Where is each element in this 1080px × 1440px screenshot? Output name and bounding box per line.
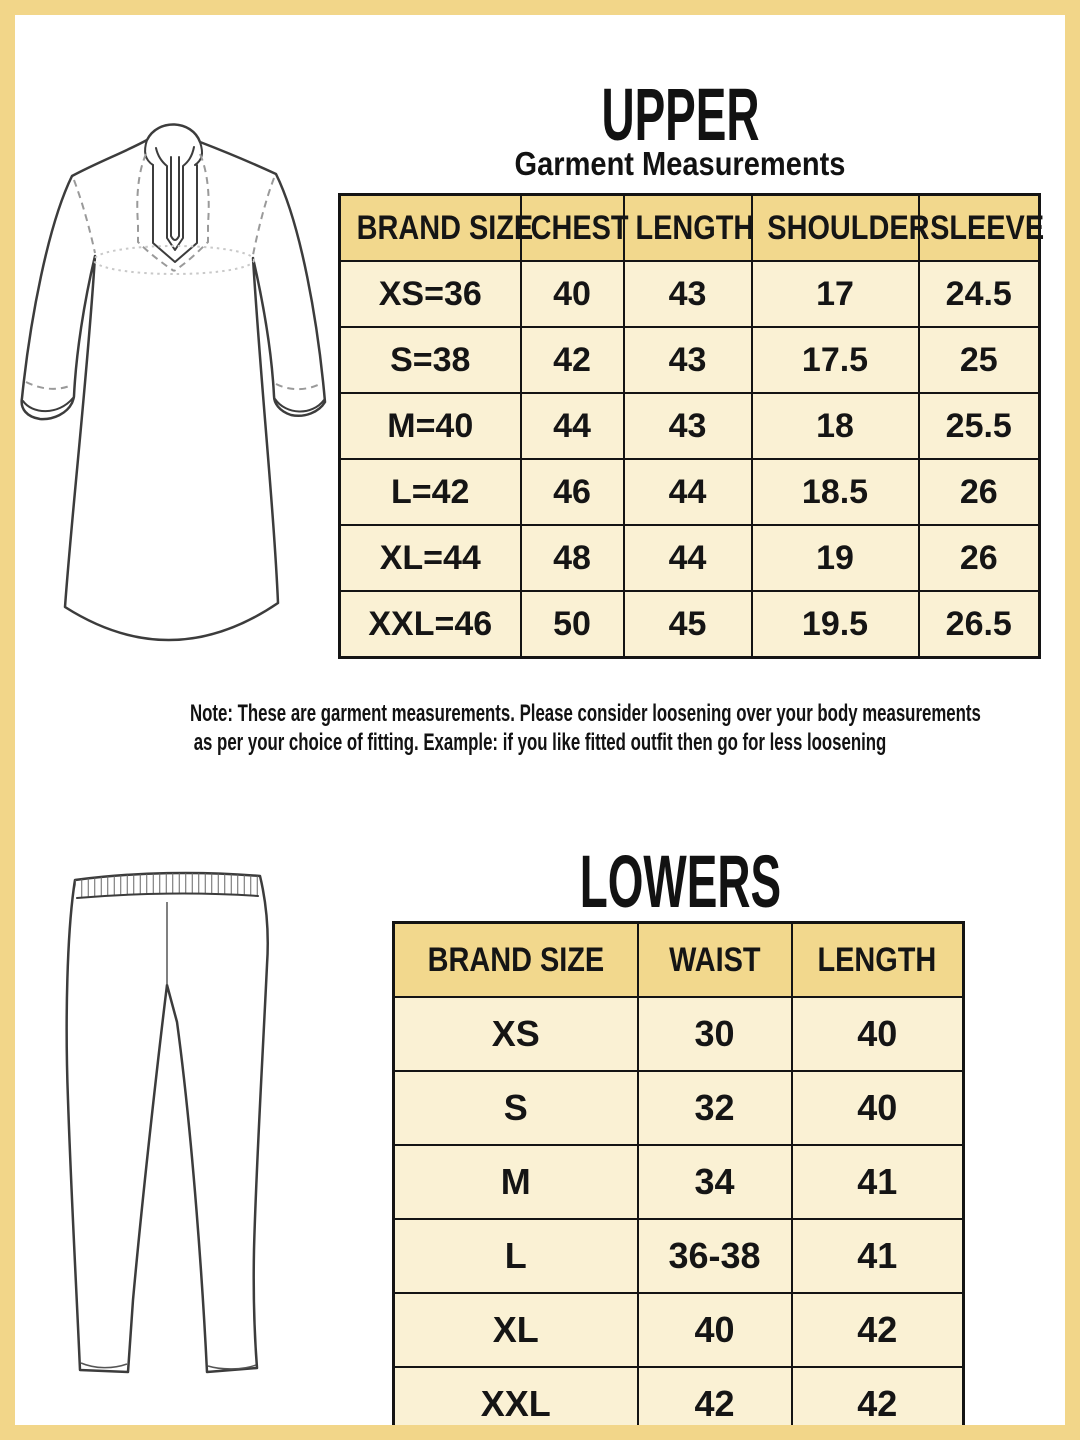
table-cell: 19: [752, 525, 919, 591]
table-cell: XS=36: [340, 261, 521, 327]
measurement-note: [40, 699, 1040, 757]
header-row: [394, 923, 964, 998]
table-cell: 43: [624, 261, 752, 327]
table-cell: 30: [638, 997, 792, 1071]
note-line-2: as per your choice of fitting. Example: if you like fitted outfit then go for less loosening: [193, 729, 887, 756]
table-cell: M=40: [340, 393, 521, 459]
table-cell: 26.5: [919, 591, 1040, 658]
header-cell: WAIST: [638, 923, 792, 998]
table-cell: 40: [638, 1293, 792, 1367]
lowers-title: LOWERS: [579, 840, 781, 923]
table-cell: 26: [919, 459, 1040, 525]
table-cell: 44: [624, 525, 752, 591]
table-cell: S=38: [340, 327, 521, 393]
table-cell: 25.5: [919, 393, 1040, 459]
table-row: [340, 459, 1040, 525]
table-cell: 48: [521, 525, 624, 591]
table-cell: 34: [638, 1145, 792, 1219]
table-cell: 40: [521, 261, 624, 327]
table-row: [340, 327, 1040, 393]
table-cell: 26: [919, 525, 1040, 591]
table-cell: L=42: [340, 459, 521, 525]
table-cell: 24.5: [919, 261, 1040, 327]
table-cell: 40: [792, 997, 964, 1071]
kurta-body: [22, 124, 325, 640]
table-cell: 17.5: [752, 327, 919, 393]
header-cell: SLEEVE: [919, 195, 1040, 262]
table-row: [394, 1367, 964, 1440]
header-cell: LENGTH: [624, 195, 752, 262]
table-cell: 36-38: [638, 1219, 792, 1293]
table-cell: 18: [752, 393, 919, 459]
table-cell: 42: [638, 1367, 792, 1440]
header-row: [340, 195, 1040, 262]
table-cell: 32: [638, 1071, 792, 1145]
table-cell: 43: [624, 393, 752, 459]
table-cell: L: [394, 1219, 638, 1293]
table-cell: 45: [624, 591, 752, 658]
header-cell: CHEST: [521, 195, 624, 262]
table-cell: XS: [394, 997, 638, 1071]
table-cell: 25: [919, 327, 1040, 393]
table-cell: 42: [792, 1293, 964, 1367]
table-cell: XL=44: [340, 525, 521, 591]
table-cell: 17: [752, 261, 919, 327]
table-cell: 44: [521, 393, 624, 459]
table-row: [394, 1219, 964, 1293]
table-cell: 18.5: [752, 459, 919, 525]
table-cell: 44: [624, 459, 752, 525]
table-cell: 41: [792, 1145, 964, 1219]
table-row: [394, 1293, 964, 1367]
table-row: [340, 591, 1040, 658]
table-cell: 41: [792, 1219, 964, 1293]
table-cell: 42: [792, 1367, 964, 1440]
table-row: [340, 525, 1040, 591]
table-cell: 42: [521, 327, 624, 393]
table-cell: 46: [521, 459, 624, 525]
upper-title: UPPER: [600, 73, 760, 156]
lowers-size-table: [392, 921, 965, 1440]
table-row: [340, 393, 1040, 459]
leggings-illustration: [55, 860, 315, 1390]
table-cell: XL: [394, 1293, 638, 1367]
table-row: [340, 261, 1040, 327]
table-cell: 40: [792, 1071, 964, 1145]
table-cell: 19.5: [752, 591, 919, 658]
table-cell: 50: [521, 591, 624, 658]
table-cell: S: [394, 1071, 638, 1145]
upper-subtitle: Garment Measurements: [514, 145, 846, 182]
header-cell: LENGTH: [792, 923, 964, 998]
table-cell: 43: [624, 327, 752, 393]
header-cell: SHOULDER: [752, 195, 919, 262]
table-row: [394, 1145, 964, 1219]
table-row: [394, 997, 964, 1071]
table-cell: M: [394, 1145, 638, 1219]
upper-size-table: [338, 193, 1044, 659]
note-line-1: Note: These are garment measurements. Please consider loosening over your body measurements: [190, 700, 981, 727]
header-cell: BRAND SIZE: [340, 195, 521, 262]
table-cell: XXL=46: [340, 591, 521, 658]
table-cell: XXL: [394, 1367, 638, 1440]
table-row: [394, 1071, 964, 1145]
header-cell: BRAND SIZE: [394, 923, 638, 998]
kurta-illustration: [10, 110, 350, 670]
